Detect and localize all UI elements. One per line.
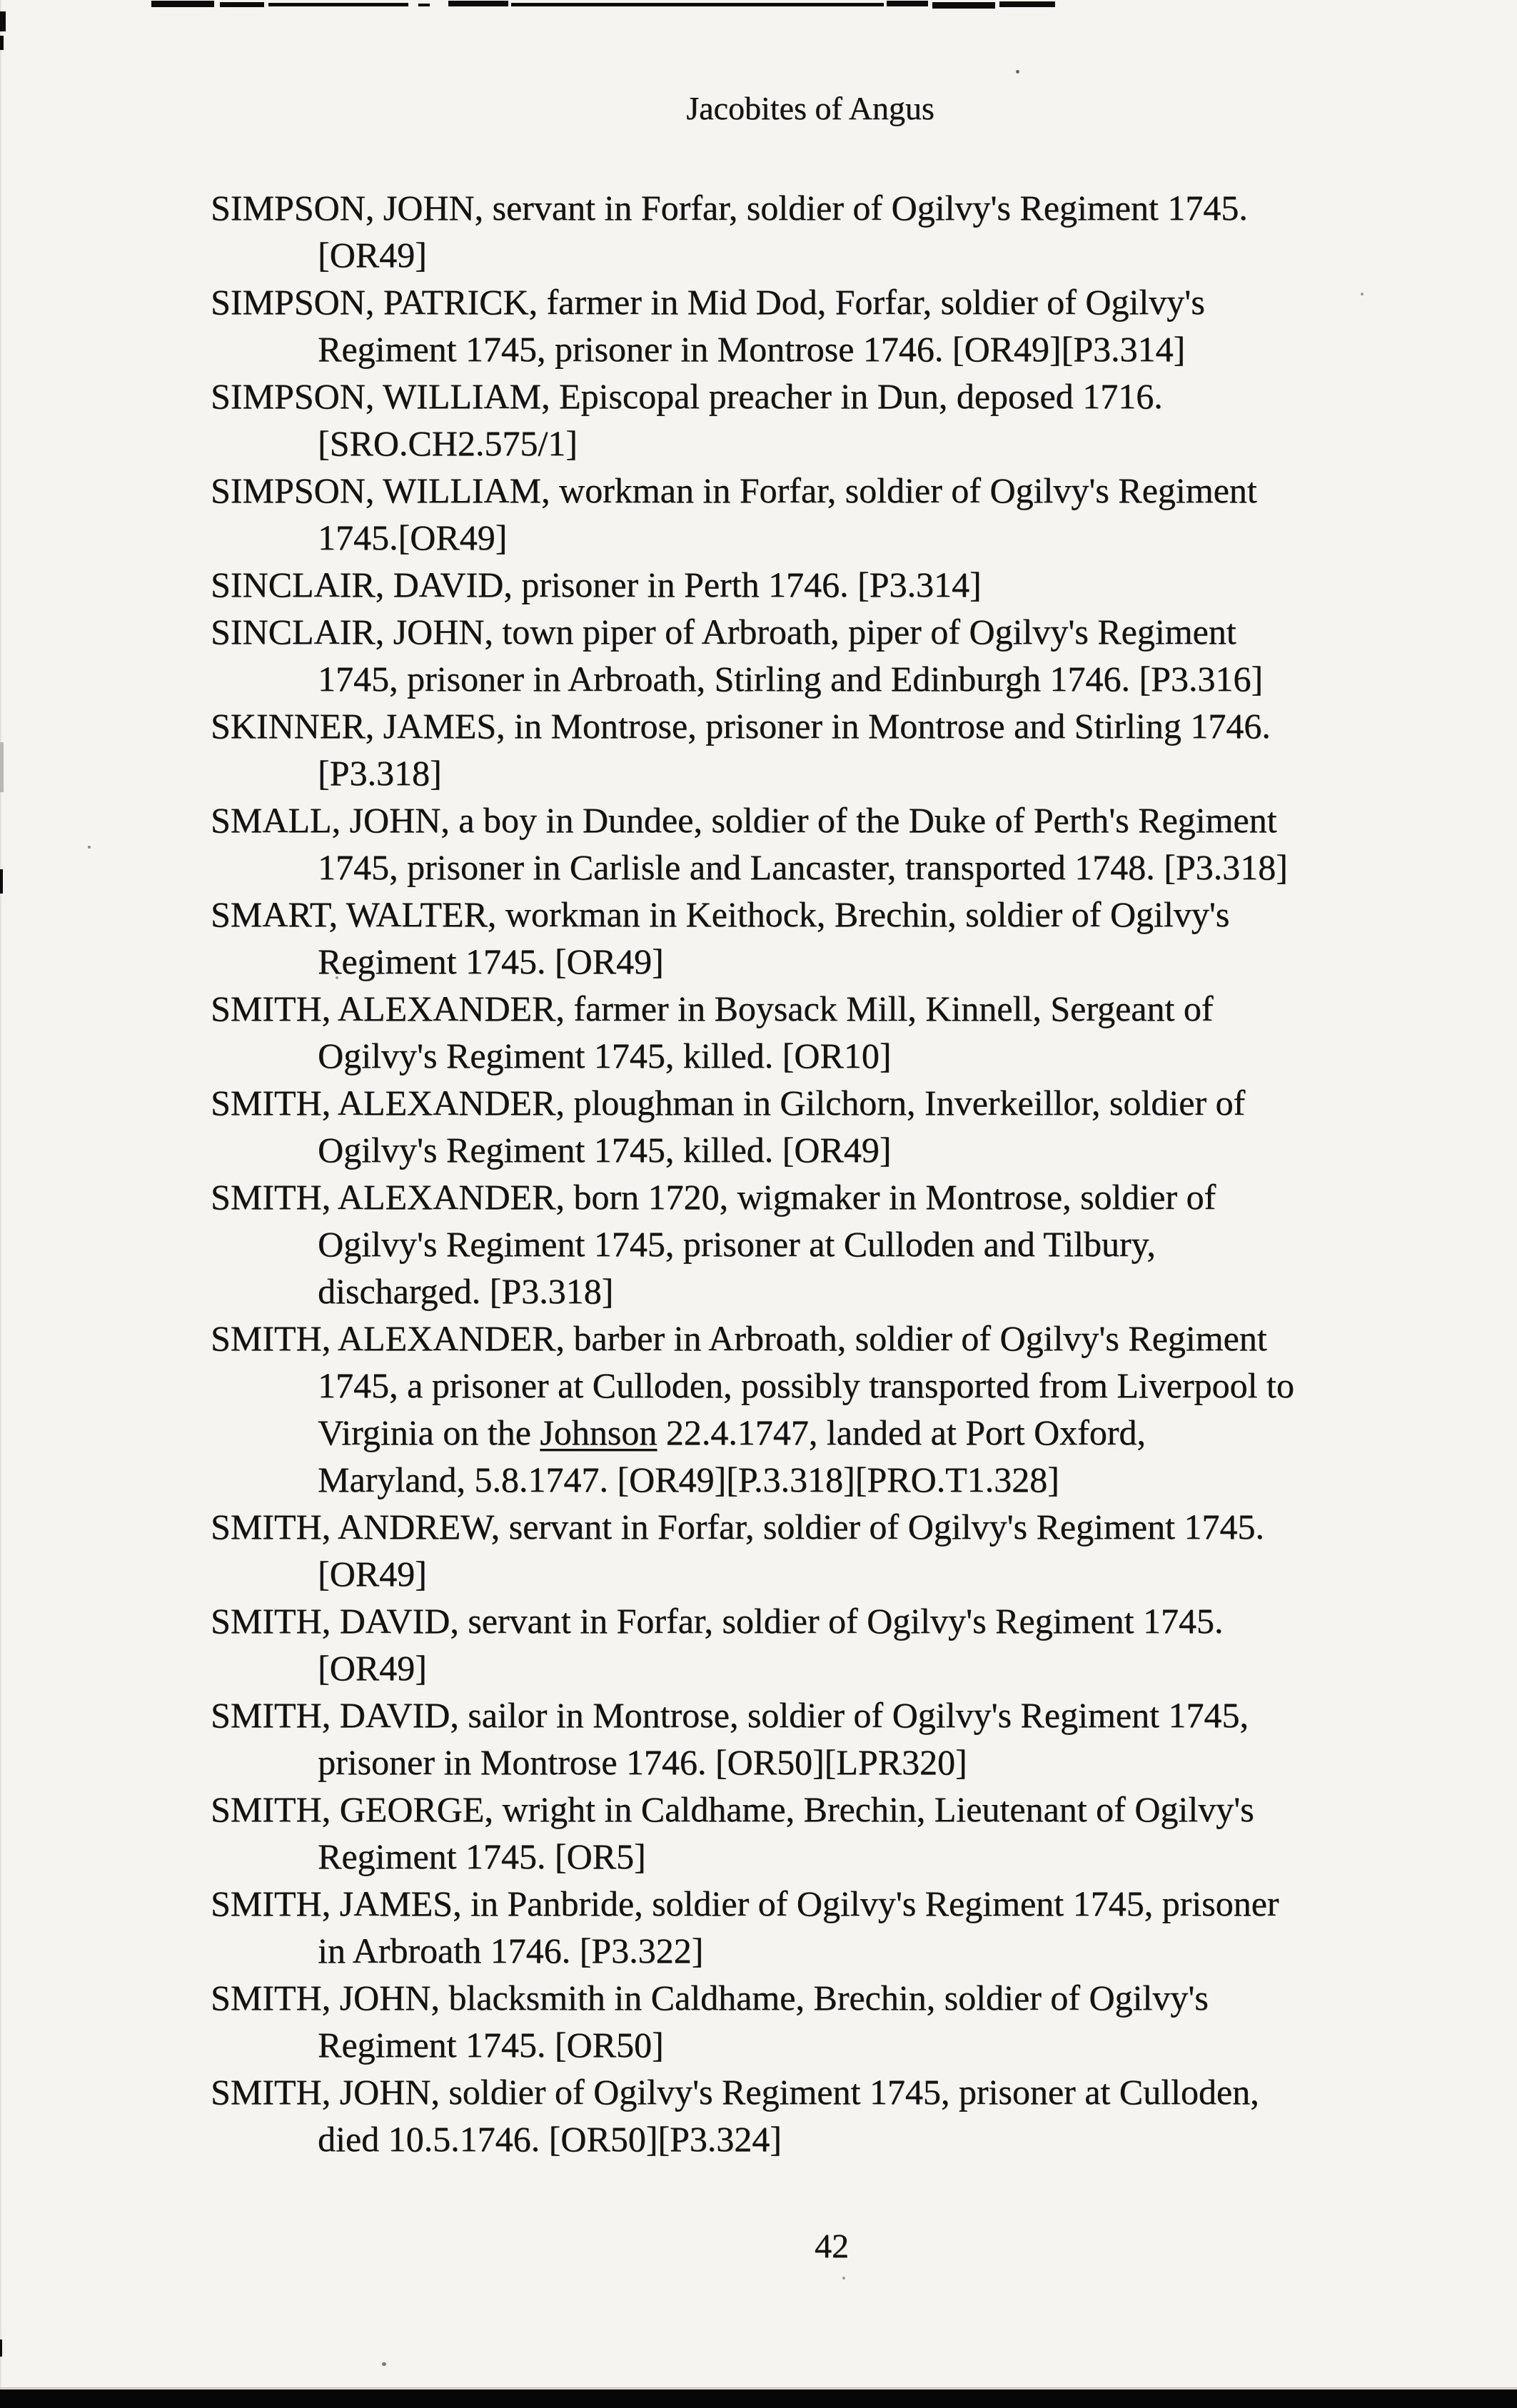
scan-artifact-speck	[842, 2277, 845, 2280]
entry-line-continuation: [OR49]	[318, 235, 427, 275]
scan-artifact-top-edge	[511, 3, 884, 6]
page-number: 42	[815, 2227, 849, 2265]
scan-artifact-top-edge	[887, 1, 928, 6]
scan-artifact-left-edge	[0, 869, 3, 894]
directory-entry	[211, 2068, 1410, 2162]
entry-line-first: SMALL, JOHN, a boy in Dundee, soldier of the Duke of Perth's Regiment	[211, 800, 1277, 840]
entry-line-continuation: 1745.[OR49]	[318, 517, 508, 557]
page-header-title: Jacobites of Angus	[686, 90, 934, 126]
entry-line-continuation: prisoner in Montrose 1746. [OR50][LPR320]	[318, 1742, 967, 1782]
scan-artifact-speck	[1016, 70, 1019, 74]
entry-line-continuation: Regiment 1745. [OR49]	[318, 941, 664, 981]
directory-entry	[211, 796, 1410, 891]
entry-line-first: SMITH, GEORGE, wright in Caldhame, Brechin, Lieutenant of Ogilvy's	[211, 1789, 1254, 1829]
entry-list	[211, 184, 1410, 2162]
entry-line-continuation: Ogilvy's Regiment 1745, killed. [OR10]	[318, 1036, 892, 1076]
entry-line-continuation: [P3.318]	[318, 753, 442, 793]
entry-line-continuation: [OR49]	[318, 1648, 427, 1688]
scan-artifact-top-edge	[220, 2, 264, 7]
entry-line-first: SMITH, ALEXANDER, ploughman in Gilchorn, Inverkeillor, soldier of	[211, 1083, 1246, 1123]
entry-line-first: SMITH, JOHN, soldier of Ogilvy's Regiment 1745, prisoner at Culloden,	[211, 2072, 1259, 2112]
scan-artifact-bottom-edge-shadow	[0, 2387, 1517, 2389]
scan-artifact-top-edge	[999, 1, 1055, 7]
directory-entry	[211, 1597, 1410, 1691]
scan-artifact-top-edge	[268, 3, 408, 6]
directory-entry	[211, 278, 1410, 373]
entry-line-continuation: Ogilvy's Regiment 1745, killed. [OR49]	[318, 1130, 892, 1170]
scan-artifact-bottom-bar	[0, 2389, 1517, 2408]
scan-artifact-left-edge	[0, 2339, 2, 2357]
entry-line-first: SMITH, ALEXANDER, farmer in Boysack Mill, Kinnell, Sergeant of	[211, 988, 1214, 1028]
entry-line-first: SMITH, ALEXANDER, born 1720, wigmaker in Montrose, soldier of	[211, 1177, 1216, 1217]
entry-line-continuation: Maryland, 5.8.1747. [OR49][P.3.318][PRO.T1.328]	[318, 1460, 1059, 1499]
directory-entry	[211, 1691, 1410, 1786]
entry-line-continuation: 1745, prisoner in Carlisle and Lancaster, transported 1748. [P3.318]	[318, 847, 1288, 887]
entry-line-continuation: in Arbroath 1746. [P3.322]	[318, 1931, 704, 1971]
entry-line-continuation: Ogilvy's Regiment 1745, prisoner at Culloden and Tilbury,	[318, 1224, 1156, 1264]
scan-artifact-top-edge	[151, 1, 214, 7]
entry-line-first: SINCLAIR, JOHN, town piper of Arbroath, piper of Ogilvy's Regiment	[211, 612, 1236, 652]
directory-entry	[211, 1974, 1410, 2068]
scan-artifact-left-edge	[0, 36, 4, 50]
directory-entry	[211, 1079, 1410, 1173]
directory-entry	[211, 891, 1410, 985]
entry-line-first: SMITH, DAVID, sailor in Montrose, soldier of Ogilvy's Regiment 1745,	[211, 1695, 1249, 1735]
entry-line-first: SMITH, ALEXANDER, barber in Arbroath, soldier of Ogilvy's Regiment	[211, 1318, 1267, 1358]
directory-entry	[211, 1315, 1410, 1503]
scan-artifact-left-edge-shade	[0, 0, 2, 2408]
scan-artifact-speck	[88, 846, 91, 849]
entry-line-continuation: 1745, prisoner in Arbroath, Stirling and Edinburgh 1746. [P3.316]	[318, 659, 1263, 699]
directory-entry	[211, 467, 1410, 561]
scan-artifact-left-edge	[0, 11, 6, 31]
directory-entry	[211, 985, 1410, 1079]
scan-artifact-top-edge	[448, 1, 508, 6]
scan-artifact-top-edge	[418, 4, 430, 6]
entry-line-first: SINCLAIR, DAVID, prisoner in Perth 1746. [P3.314]	[211, 565, 982, 604]
directory-entry	[211, 1173, 1410, 1315]
entry-line-continuation: discharged. [P3.318]	[318, 1271, 614, 1311]
directory-entry	[211, 608, 1410, 702]
entry-line-first: SMITH, ANDREW, servant in Forfar, soldier of Ogilvy's Regiment 1745.	[211, 1507, 1264, 1547]
entry-line-continuation: died 10.5.1746. [OR50][P3.324]	[318, 2119, 782, 2159]
entry-line-first: SIMPSON, WILLIAM, Episcopal preacher in Dun, deposed 1716.	[211, 376, 1163, 416]
entry-line-continuation: Regiment 1745. [OR50]	[318, 2025, 664, 2065]
entry-line-continuation: Virginia on the Johnson 22.4.1747, landed at Port Oxford,	[318, 1412, 1146, 1452]
directory-entry	[211, 373, 1410, 467]
entry-line-continuation: [SRO.CH2.575/1]	[318, 423, 578, 463]
entry-line-continuation: Regiment 1745. [OR5]	[318, 1836, 646, 1876]
entry-line-first: SIMPSON, JOHN, servant in Forfar, soldier of Ogilvy's Regiment 1745.	[211, 188, 1248, 228]
entry-line-continuation: [OR49]	[318, 1554, 427, 1594]
directory-entry	[211, 184, 1410, 278]
directory-entry	[211, 1786, 1410, 1880]
scan-artifact-top-edge	[932, 2, 995, 9]
scan-artifact-left-edge	[0, 742, 4, 792]
directory-entry	[211, 1880, 1410, 1974]
entry-line-continuation: Regiment 1745, prisoner in Montrose 1746. [OR49][P3.314]	[318, 329, 1186, 369]
scan-artifact-speck	[382, 2362, 386, 2366]
directory-entry	[211, 702, 1410, 796]
entry-line-continuation: 1745, a prisoner at Culloden, possibly transported from Liverpool to	[318, 1365, 1294, 1405]
directory-entry	[211, 561, 1410, 608]
entry-line-first: SMITH, JOHN, blacksmith in Caldhame, Brechin, soldier of Ogilvy's	[211, 1978, 1209, 2018]
entry-line-first: SKINNER, JAMES, in Montrose, prisoner in Montrose and Stirling 1746.	[211, 706, 1271, 746]
entry-line-first: SMITH, JAMES, in Panbride, soldier of Ogilvy's Regiment 1745, prisoner	[211, 1883, 1279, 1923]
entry-line-first: SIMPSON, WILLIAM, workman in Forfar, soldier of Ogilvy's Regiment	[211, 470, 1257, 510]
entry-line-first: SMITH, DAVID, servant in Forfar, soldier of Ogilvy's Regiment 1745.	[211, 1601, 1224, 1641]
entry-line-first: SMART, WALTER, workman in Keithock, Brechin, soldier of Ogilvy's	[211, 894, 1230, 934]
directory-entry	[211, 1503, 1410, 1597]
entry-line-first: SIMPSON, PATRICK, farmer in Mid Dod, Forfar, soldier of Ogilvy's	[211, 282, 1205, 322]
